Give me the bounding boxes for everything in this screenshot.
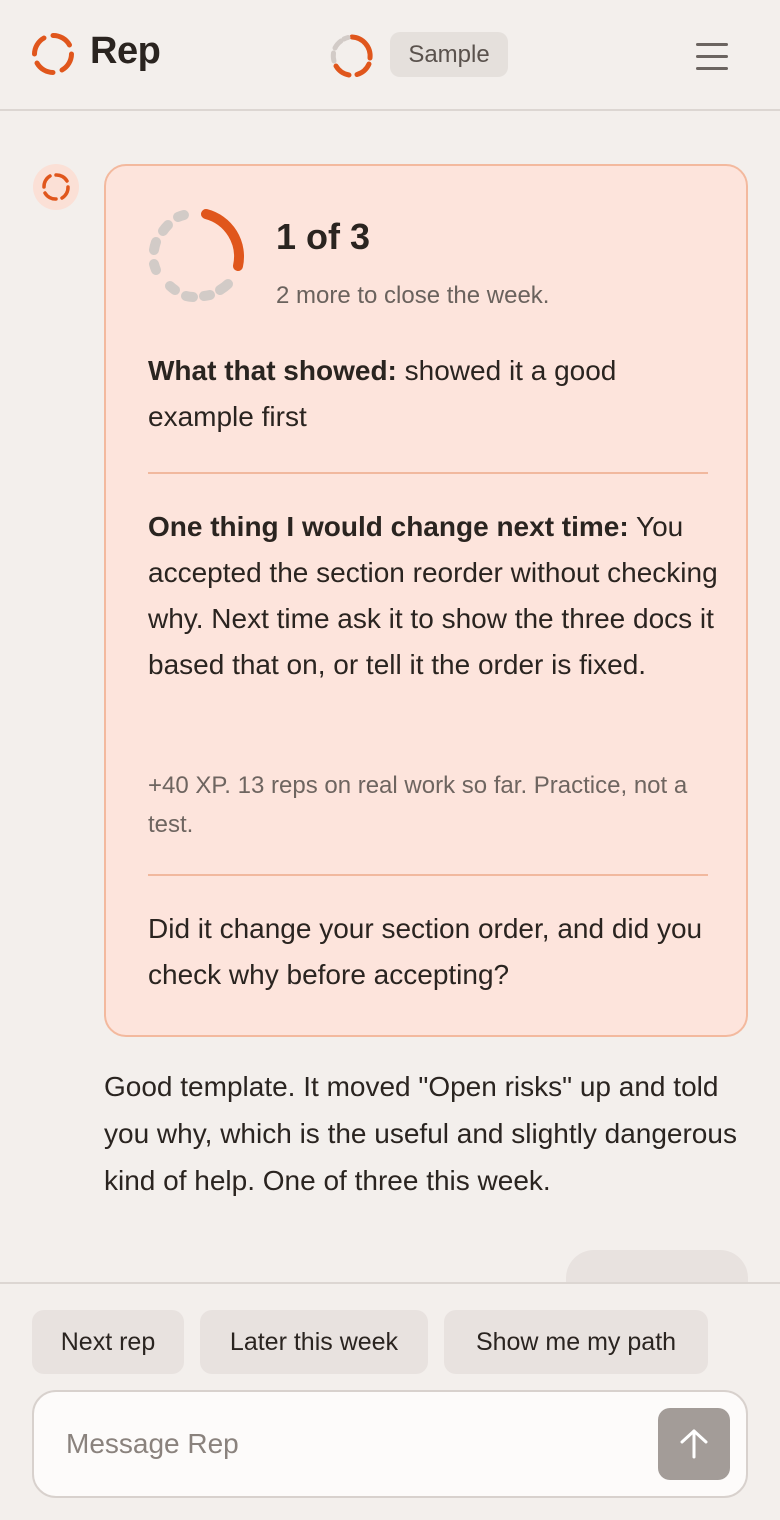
change-next-time-body: You accepted the section reorder without checking why. Next time ask it to show the three docs it based that on, or tell it the order is fixed. [148,511,718,680]
assistant-avatar [33,164,79,210]
follow-up-question: Did it change your section order, and did you check why before accepting? [148,913,703,990]
assistant-message: Good template. It moved "Open risks" up and told you why, which is the useful and slightly dangerous kind of help. One of three this week. [104,1071,737,1196]
sample-badge: Sample [390,32,508,77]
change-next-time-text [148,504,722,688]
divider [148,472,708,474]
message-input[interactable] [66,1420,646,1468]
weekly-progress-icon [329,33,375,79]
chip-show-my-path[interactable]: Show me my path [444,1310,708,1374]
change-next-time-label: One thing I would change next time: [148,511,629,542]
app-name: Rep [90,30,161,72]
rep-logo-icon [41,172,71,202]
divider [148,874,708,876]
what-showed-label: What that showed: [148,355,397,386]
menu-button[interactable] [692,36,732,76]
message-composer [32,1390,748,1498]
xp-summary: +40 XP. 13 reps on real work so far. Practice, not a test. [148,772,688,838]
rep-count-subtitle: 2 more to close the week. [276,282,550,309]
rep-count-title: 1 of 3 [276,216,371,257]
chip-next-rep[interactable]: Next rep [32,1310,184,1374]
send-button[interactable] [658,1408,730,1480]
what-showed-text [148,348,718,440]
rep-logo-icon [31,32,75,76]
top-bar [0,0,780,111]
composer-area [0,1282,780,1520]
rep-progress-ring-icon [146,206,246,306]
arrow-up-icon [677,1427,711,1461]
what-showed-body: showed it a good example first [148,355,617,432]
chip-later-this-week[interactable]: Later this week [200,1310,428,1374]
feedback-card [104,164,748,1037]
